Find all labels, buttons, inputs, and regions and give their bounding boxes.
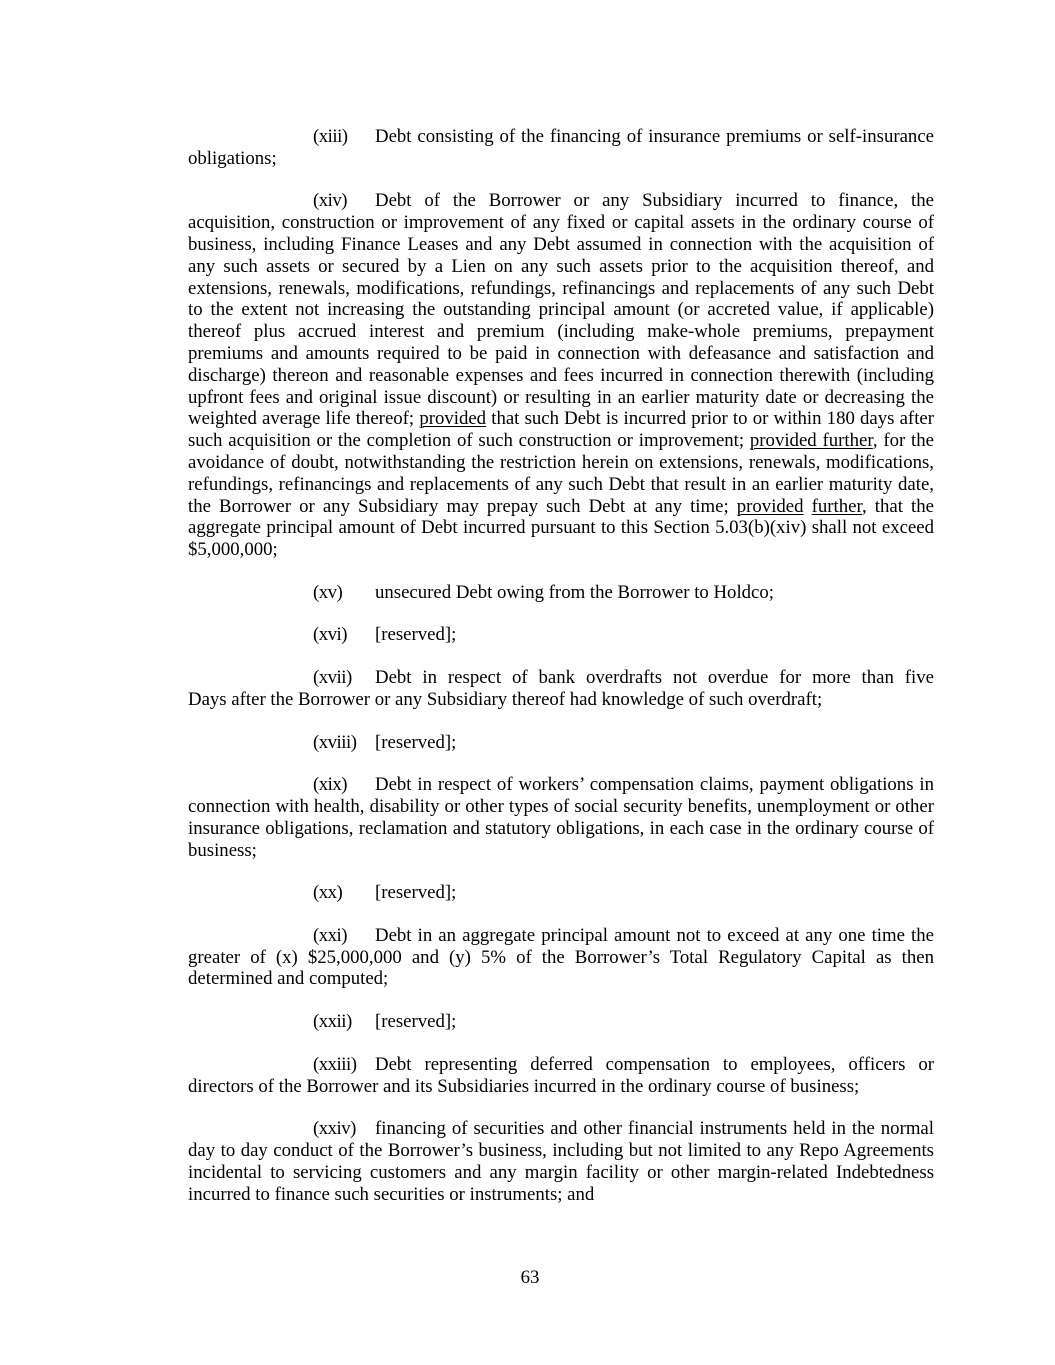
item-line: $5,000,000;	[188, 539, 278, 561]
list-item	[188, 732, 934, 754]
item-label: (xiii)	[313, 126, 348, 147]
text-segment: that such Debt is incurred prior to or within 180 days after	[486, 408, 934, 430]
item-text: Debt in respect of workers’ compensation claims, payment obligations in	[375, 774, 934, 796]
item-first-line	[188, 1118, 934, 1140]
item-first-line	[188, 582, 934, 604]
item-line: incurred to finance such securities or instruments; and	[188, 1183, 595, 1205]
item-line: directors of the Borrower and its Subsidiaries incurred in the ordinary course of business;	[188, 1075, 860, 1097]
item-line: premiums and amounts required to be paid in connection with defeasance and satisfaction and	[188, 343, 934, 365]
item-label: (xxiv)	[313, 1118, 356, 1140]
text-segment: such acquisition or the completion of such construction or improvement;	[188, 430, 750, 452]
list-item	[188, 774, 934, 861]
list-item	[188, 582, 934, 604]
item-label: (xv)	[313, 581, 343, 603]
text-segment: , that the	[861, 495, 934, 517]
item-text: [reserved];	[375, 1011, 457, 1033]
item-line: Days after the Borrower or any Subsidiary thereof had knowledge of such overdraft;	[188, 688, 823, 710]
list-item	[188, 667, 934, 711]
list-item	[188, 190, 934, 561]
item-text: [reserved];	[375, 624, 457, 646]
item-line	[188, 496, 934, 518]
underlined-text: provided further	[749, 430, 873, 452]
item-first-line	[188, 126, 934, 148]
item-line	[188, 430, 934, 452]
item-first-line	[188, 925, 934, 947]
item-line: insurance obligations, reclamation and statutory obligations, in each case in the ordinary course of	[188, 817, 934, 839]
item-text: Debt consisting of the financing of insurance premiums or self-insurance	[375, 126, 934, 147]
underlined-text: provided	[736, 495, 804, 517]
item-label: (xxii)	[313, 1011, 352, 1033]
underlined-text: further	[811, 495, 862, 517]
item-text: Debt in respect of bank overdrafts not overdue for more than five	[375, 667, 934, 689]
item-first-line	[188, 1011, 934, 1033]
document-body	[188, 126, 934, 1226]
text-segment: the Borrower or any Subsidiary may prepay such Debt at any time;	[188, 495, 737, 517]
item-label: (xix)	[313, 774, 348, 796]
item-line: discharge) thereon and reasonable expenses and fees incurred in connection therewith (including	[188, 364, 934, 386]
list-item	[188, 126, 934, 170]
list-item	[188, 1118, 934, 1205]
underlined-text: provided	[419, 408, 487, 430]
item-label: (xvii)	[313, 667, 352, 689]
item-line: connection with health, disability or other types of social security benefits, unemployment or other	[188, 795, 934, 817]
text-segment	[804, 496, 812, 517]
item-line	[188, 408, 934, 430]
item-label: (xxiii)	[313, 1053, 357, 1075]
item-line: incidental to servicing customers and any margin facility or other margin-related Indebtedness	[188, 1161, 934, 1183]
item-line: determined and computed;	[188, 968, 389, 990]
item-line: day to day conduct of the Borrower’s business, including but not limited to any Repo Agreements	[188, 1139, 934, 1161]
item-text: unsecured Debt owing from the Borrower to Holdco;	[375, 581, 775, 603]
item-label: (xxi)	[313, 924, 348, 946]
item-first-line	[188, 882, 934, 904]
list-item	[188, 1011, 934, 1033]
list-item	[188, 624, 934, 646]
text-segment: weighted average life thereof;	[188, 408, 420, 430]
item-first-line	[188, 732, 934, 754]
item-line: business, including Finance Leases and any Debt assumed in connection with the acquisition of	[188, 234, 934, 256]
list-item	[188, 882, 934, 904]
item-line: obligations;	[188, 147, 277, 169]
item-line: extensions, renewals, modifications, refundings, refinancings and replacements of any such Debt	[188, 277, 934, 299]
item-line: greater of (x) $25,000,000 and (y) 5% of the Borrower’s Total Regulatory Capital as then	[188, 946, 934, 968]
item-line: aggregate principal amount of Debt incurred pursuant to this Section 5.03(b)(xiv) shall not exceed	[188, 517, 934, 539]
item-line: business;	[188, 839, 257, 861]
item-text: Debt of the Borrower or any Subsidiary incurred to finance, the	[375, 190, 934, 212]
item-first-line	[188, 624, 934, 646]
item-first-line	[188, 774, 934, 796]
item-line: avoidance of doubt, notwithstanding the restriction herein on extensions, renewals, modifications,	[188, 452, 934, 473]
item-text: [reserved];	[375, 731, 457, 753]
item-first-line	[188, 190, 934, 212]
item-first-line	[188, 667, 934, 689]
list-item	[188, 1054, 934, 1098]
item-text: Debt in an aggregate principal amount not to exceed at any one time the	[375, 924, 934, 946]
list-item	[188, 925, 934, 990]
item-line: thereof plus accrued interest and premium (including make-whole premiums, prepayment	[188, 321, 934, 343]
text-segment: , for the	[872, 430, 934, 452]
item-line: acquisition, construction or improvement of any fixed or capital assets in the ordinary course of	[188, 212, 934, 234]
item-line: to the extent not increasing the outstanding principal amount (or accreted value, if applicable)	[188, 299, 934, 321]
item-label: (xx)	[313, 882, 343, 904]
item-label: (xviii)	[313, 731, 357, 753]
page-number: 63	[520, 1267, 540, 1288]
item-label: (xiv)	[313, 190, 348, 212]
item-line: refundings, refinancings and replacements of any such Debt that result in an earlier maturity date,	[188, 473, 934, 495]
item-line: upfront fees and original issue discount) or resulting in an earlier maturity date or decreasing the	[188, 386, 934, 408]
item-text: financing of securities and other financial instruments held in the normal	[375, 1118, 934, 1140]
item-text: Debt representing deferred compensation to employees, officers or	[375, 1053, 934, 1075]
item-line: any such assets or secured by a Lien on any such assets prior to the acquisition thereof, and	[188, 255, 934, 277]
item-first-line	[188, 1054, 934, 1076]
item-text: [reserved];	[375, 882, 457, 904]
item-label: (xvi)	[313, 624, 348, 646]
